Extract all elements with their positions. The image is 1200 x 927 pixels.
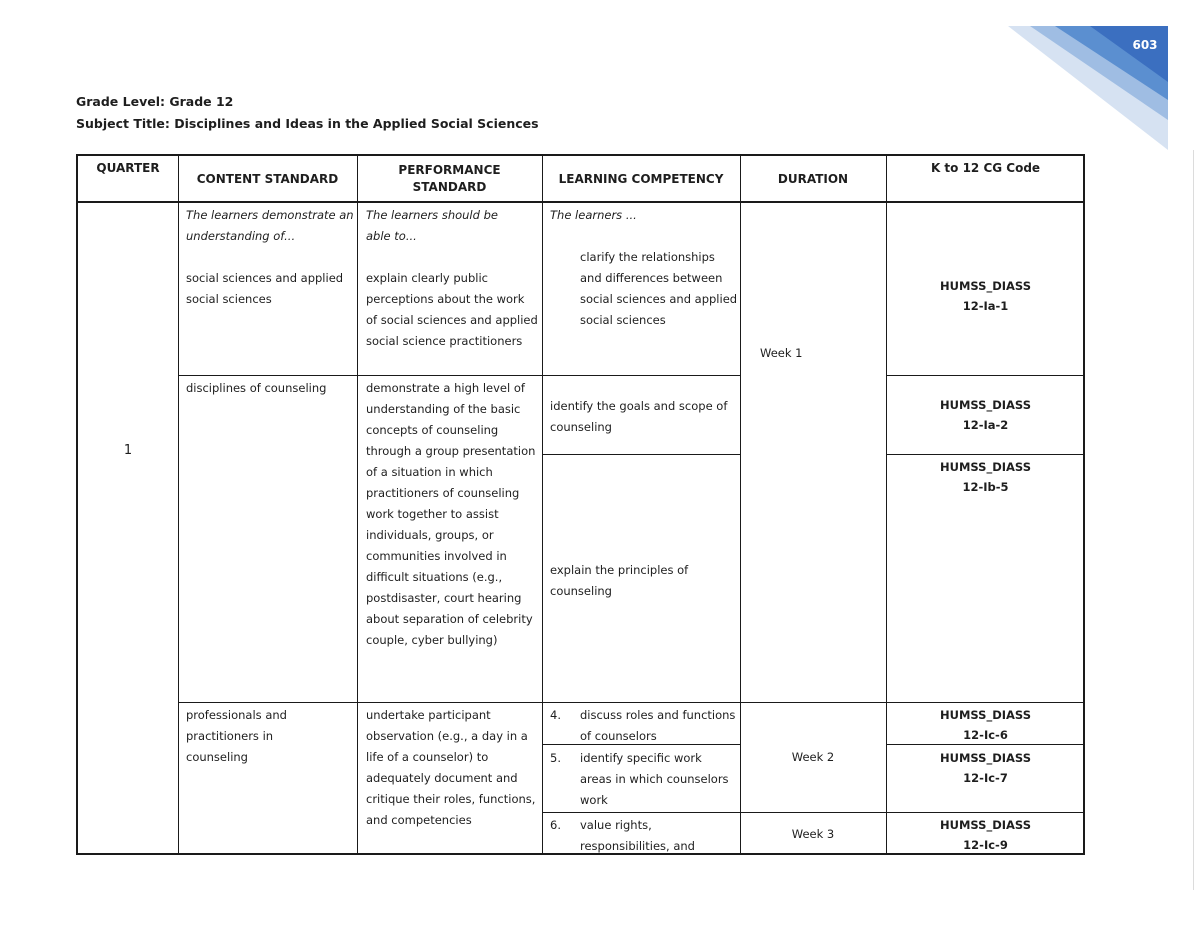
duration-week-3: Week 3 — [791, 827, 835, 841]
cg-code-4 — [886, 705, 1085, 745]
duration-week-2: Week 2 — [791, 750, 835, 764]
table-divider — [542, 812, 740, 813]
cg-code-prefix: HUMSS_DIASS — [940, 398, 1031, 412]
content-standard-3: professionals and practitioners in counseling — [186, 708, 287, 764]
cg-code-suffix: 12-Ia-1 — [962, 299, 1009, 313]
list-number: 6. — [550, 818, 561, 832]
quarter-value: 1 — [123, 443, 133, 458]
header-cg-code: K to 12 CG Code — [930, 161, 1041, 175]
content-standard-2: disciplines of counseling — [186, 381, 327, 395]
performance-standard-2: demonstrate a high level of understanding of the basic concepts of counseling through a group presentation of a situation in which practitioners of counseling work together to assist individuals, groups, or communities involved in difficult situations (e.g., postdisaster, court hearing about separation of celebrity couple, cyber bullying) — [366, 381, 536, 647]
table-divider — [542, 375, 740, 376]
header-learning-competency: LEARNING COMPETENCY — [558, 172, 724, 186]
cg-code-suffix: 12-Ia-2 — [962, 418, 1009, 432]
cg-code-prefix: HUMSS_DIASS — [940, 708, 1031, 722]
performance-standard-3: undertake participant observation (e.g., a day in a life of a counselor) to adequately document and critique their roles, functions, and competencies — [366, 708, 536, 827]
content-standard-intro: The learners demonstrate an understanding of... — [186, 208, 354, 243]
subject-title-heading: Subject Title: Disciplines and Ideas in the Applied Social Sciences — [76, 116, 539, 131]
cg-code-prefix: HUMSS_DIASS — [940, 751, 1031, 765]
header-performance-standard: PERFORMANCE STANDARD — [398, 163, 501, 194]
duration-week-1: Week 1 — [760, 346, 803, 360]
table-divider — [357, 154, 358, 855]
learning-competency-intro: The learners ... — [550, 208, 637, 222]
learning-competency-6 — [550, 815, 736, 857]
list-text: discuss roles and functions of counselors — [580, 708, 736, 743]
table-divider — [76, 201, 1085, 203]
header-duration: DURATION — [777, 172, 849, 186]
list-number: 4. — [550, 708, 561, 722]
table-divider — [178, 702, 1085, 703]
cg-code-prefix: HUMSS_DIASS — [940, 818, 1031, 832]
table-divider — [178, 154, 179, 855]
cg-code-1 — [886, 276, 1085, 316]
learning-competency-4 — [550, 705, 736, 747]
cg-code-2 — [886, 395, 1085, 435]
grade-level-heading: Grade Level: Grade 12 — [76, 94, 234, 109]
cg-code-3 — [886, 457, 1085, 497]
cg-code-prefix: HUMSS_DIASS — [940, 279, 1031, 293]
header-quarter: QUARTER — [96, 161, 160, 175]
list-text: identify specific work areas in which counselors work — [580, 751, 729, 807]
table-divider — [886, 812, 1085, 813]
learning-competency-3: explain the principles of counseling — [550, 563, 689, 598]
cg-code-suffix: 12-Ib-5 — [962, 480, 1009, 494]
content-standard-1: social sciences and applied social sciences — [186, 271, 344, 306]
cg-code-5 — [886, 748, 1085, 788]
list-number: 5. — [550, 751, 561, 765]
table-divider — [178, 375, 542, 376]
learning-competency-5 — [550, 748, 736, 811]
table-divider — [886, 454, 1085, 455]
table-divider — [886, 375, 1085, 376]
cg-code-suffix: 12-Ic-7 — [963, 771, 1008, 785]
table-divider — [542, 454, 740, 455]
header-content-standard: CONTENT STANDARD — [196, 172, 339, 186]
page-number: 603 — [1132, 38, 1158, 52]
cg-code-6 — [886, 815, 1085, 855]
learning-competency-2: identify the goals and scope of counseling — [550, 399, 728, 434]
learning-competency-1: clarify the relationships and differences between social sciences and applied social sciences — [580, 250, 738, 327]
cg-code-suffix: 12-Ic-6 — [963, 728, 1008, 742]
performance-standard-1: explain clearly public perceptions about the work of social sciences and applied social science practitioners — [366, 271, 538, 348]
page-edge-divider — [1193, 150, 1194, 890]
table-divider — [542, 154, 543, 855]
table-divider — [740, 812, 886, 813]
list-text: value rights, responsibilities, and — [580, 818, 695, 853]
cg-code-suffix: 12-Ic-9 — [963, 838, 1008, 852]
performance-standard-intro: The learners should be able to... — [366, 208, 498, 243]
cg-code-prefix: HUMSS_DIASS — [940, 460, 1031, 474]
